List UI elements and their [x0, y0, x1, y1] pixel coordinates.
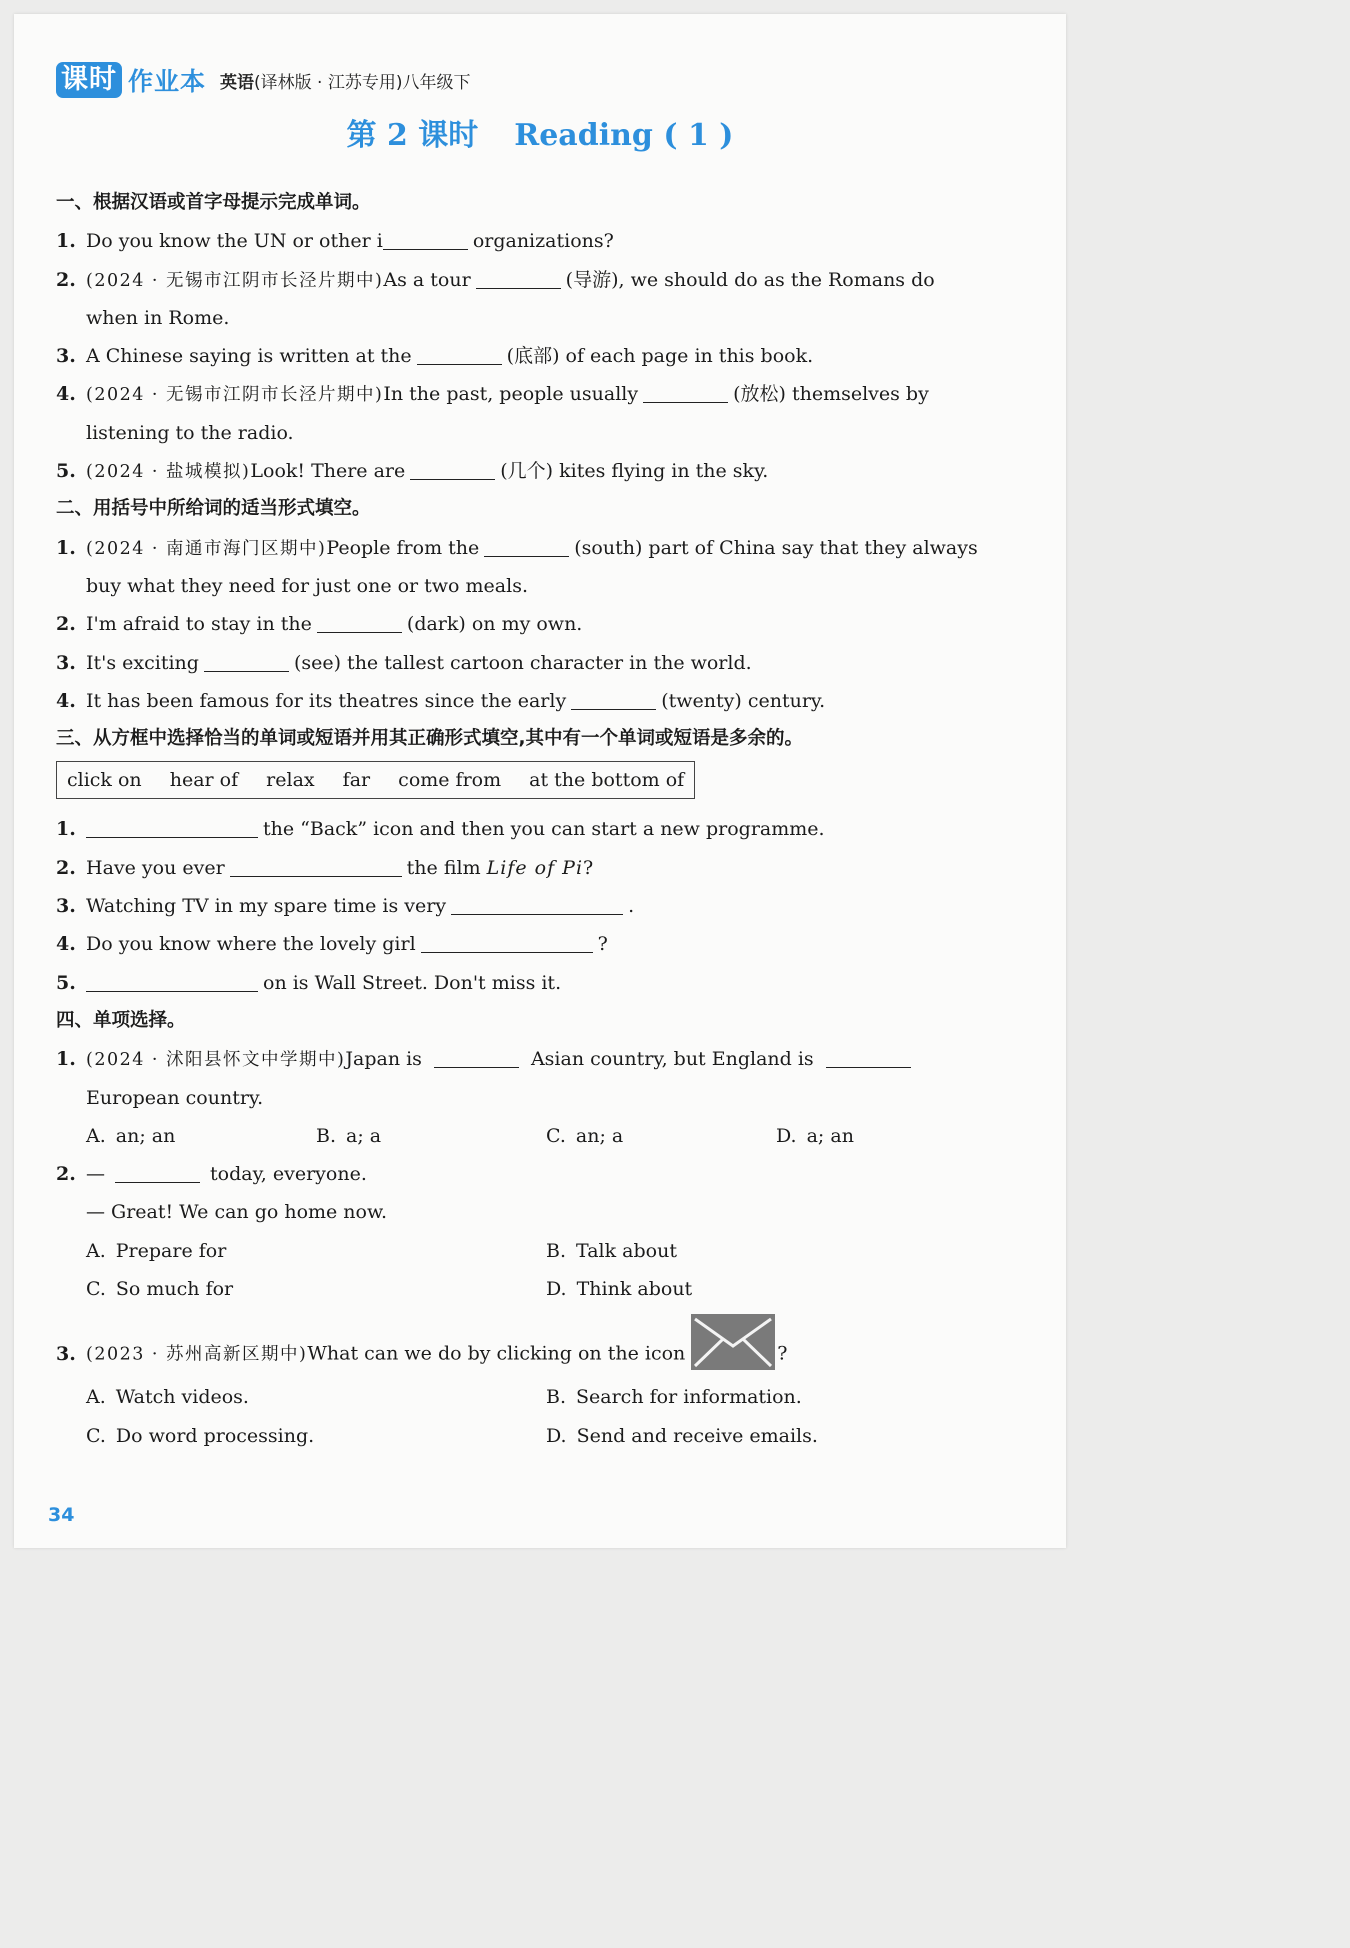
word-option: at the bottom of	[529, 769, 685, 792]
option-d[interactable]: D. a; an	[776, 1124, 854, 1147]
answer-blank[interactable]	[410, 455, 495, 480]
sec3-question-2: 2. Have you ever the film Life of Pi?	[56, 849, 1024, 887]
sec2-question-1: 1. (2024 · 南通市海门区期中)People from the (south) part of China say that they always	[56, 529, 1024, 567]
option-c[interactable]: C. Do word processing.	[86, 1424, 315, 1447]
exercise-content	[56, 184, 1024, 1455]
answer-blank[interactable]	[417, 340, 502, 365]
option-b[interactable]: B. Talk about	[546, 1239, 677, 1262]
sec4-q3-options-row2	[56, 1417, 1024, 1455]
answer-blank[interactable]	[317, 608, 402, 633]
sec3-question-3: 3. Watching TV in my spare time is very .	[56, 887, 1024, 925]
answer-blank[interactable]	[86, 813, 258, 838]
word-box	[56, 761, 695, 799]
answer-blank[interactable]	[826, 1043, 911, 1068]
section-3-heading: 三、从方框中选择恰当的单词或短语并用其正确形式填空,其中有一个单词或短语是多余的。	[56, 728, 804, 750]
answer-blank[interactable]	[204, 647, 289, 672]
sec4-q2-options-row2	[56, 1270, 1024, 1308]
word-option: click on	[67, 769, 142, 792]
lesson-title: 第 2 课时 Reading ( 1 )	[346, 118, 734, 153]
book-header	[56, 60, 471, 100]
sec4-q1-options	[56, 1117, 1024, 1155]
section-2-heading: 二、用括号中所给词的适当形式填空。	[56, 498, 371, 520]
answer-blank[interactable]	[434, 1043, 519, 1068]
section-1-heading: 一、根据汉语或首字母提示完成单词。	[56, 192, 371, 213]
sec1-question-4-cont: listening to the radio.	[86, 421, 294, 444]
sec4-question-2: 2. — today, everyone.	[56, 1155, 1024, 1193]
answer-blank[interactable]	[476, 264, 561, 289]
sec3-question-5: 5. on is Wall Street. Don't miss it.	[56, 964, 1024, 1002]
word-option: hear of	[169, 769, 239, 792]
answer-blank[interactable]	[115, 1158, 200, 1183]
option-d[interactable]: D. Send and receive emails.	[546, 1424, 818, 1447]
sec4-q3-options-row1	[56, 1378, 1024, 1416]
option-a[interactable]: A. Watch videos.	[86, 1386, 249, 1409]
option-c[interactable]: C. an; a	[546, 1124, 624, 1147]
sec1-question-5: 5. (2024 · 盐城模拟)Look! There are (几个) kites flying in the sky.	[56, 452, 1024, 490]
sec3-question-4: 4. Do you know where the lovely girl ?	[56, 925, 1024, 963]
word-option: relax	[266, 769, 315, 792]
word-option: far	[342, 769, 371, 792]
answer-blank[interactable]	[421, 928, 593, 953]
sec4-question-3: 3. (2023 · 苏州高新区期中)What can we do by clicking on the icon ?	[56, 1314, 1024, 1376]
option-b[interactable]: B. Search for information.	[546, 1386, 802, 1409]
option-a[interactable]: A. an; an	[86, 1124, 176, 1147]
sec2-question-2: 2. I'm afraid to stay in the (dark) on my own.	[56, 605, 1024, 643]
answer-blank[interactable]	[643, 378, 728, 403]
word-box-row	[56, 758, 1024, 810]
sec1-question-3: 3. A Chinese saying is written at the (底部) of each page in this book.	[56, 337, 1024, 375]
word-option: come from	[398, 769, 502, 792]
sec2-question-4: 4. It has been famous for its theatres since the early (twenty) century.	[56, 682, 1024, 720]
page-number: 34	[48, 1504, 75, 1526]
sec3-question-1: 1. the “Back” icon and then you can start a new programme.	[56, 810, 1024, 848]
sec4-question-1: 1. (2024 · 沭阳县怀文中学期中)Japan is Asian country, but England is	[56, 1040, 1024, 1078]
sec1-question-2: 2. (2024 · 无锡市江阴市长泾片期中)As a tour (导游), we should do as the Romans do	[56, 261, 1024, 299]
sec1-question-1: 1. Do you know the UN or other i organizations?	[56, 222, 1024, 260]
section-4-heading: 四、单项选择。	[56, 1009, 186, 1031]
worksheet-page	[14, 14, 1066, 1548]
sec4-question-2-reply: — Great! We can go home now.	[86, 1201, 388, 1224]
sec1-question-2-cont: when in Rome.	[86, 306, 230, 329]
answer-blank[interactable]	[86, 967, 258, 992]
book-logo: 课时	[56, 62, 122, 98]
option-c[interactable]: C. So much for	[86, 1278, 234, 1301]
option-d[interactable]: D. Think about	[546, 1278, 693, 1301]
film-title: Life of Pi	[486, 856, 584, 879]
sec2-question-3: 3. It's exciting (see) the tallest cartoon character in the world.	[56, 644, 1024, 682]
book-logo-text: 作业本	[128, 67, 207, 96]
sec1-question-4: 4. (2024 · 无锡市江阴市长泾片期中)In the past, people usually (放松) themselves by	[56, 375, 1024, 413]
answer-blank[interactable]	[484, 532, 569, 557]
answer-blank[interactable]	[230, 852, 402, 877]
option-a[interactable]: A. Prepare for	[86, 1239, 227, 1262]
sec2-question-1-cont: buy what they need for just one or two meals.	[86, 574, 528, 597]
answer-blank[interactable]	[571, 685, 656, 710]
sec4-q2-options-row1	[56, 1232, 1024, 1270]
sec4-question-1-cont: European country.	[86, 1086, 264, 1109]
option-b[interactable]: B. a; a	[316, 1124, 382, 1147]
answer-blank[interactable]	[383, 225, 468, 250]
answer-blank[interactable]	[451, 890, 623, 915]
subject-label: 英语(译林版 · 江苏专用)八年级下	[220, 72, 471, 93]
